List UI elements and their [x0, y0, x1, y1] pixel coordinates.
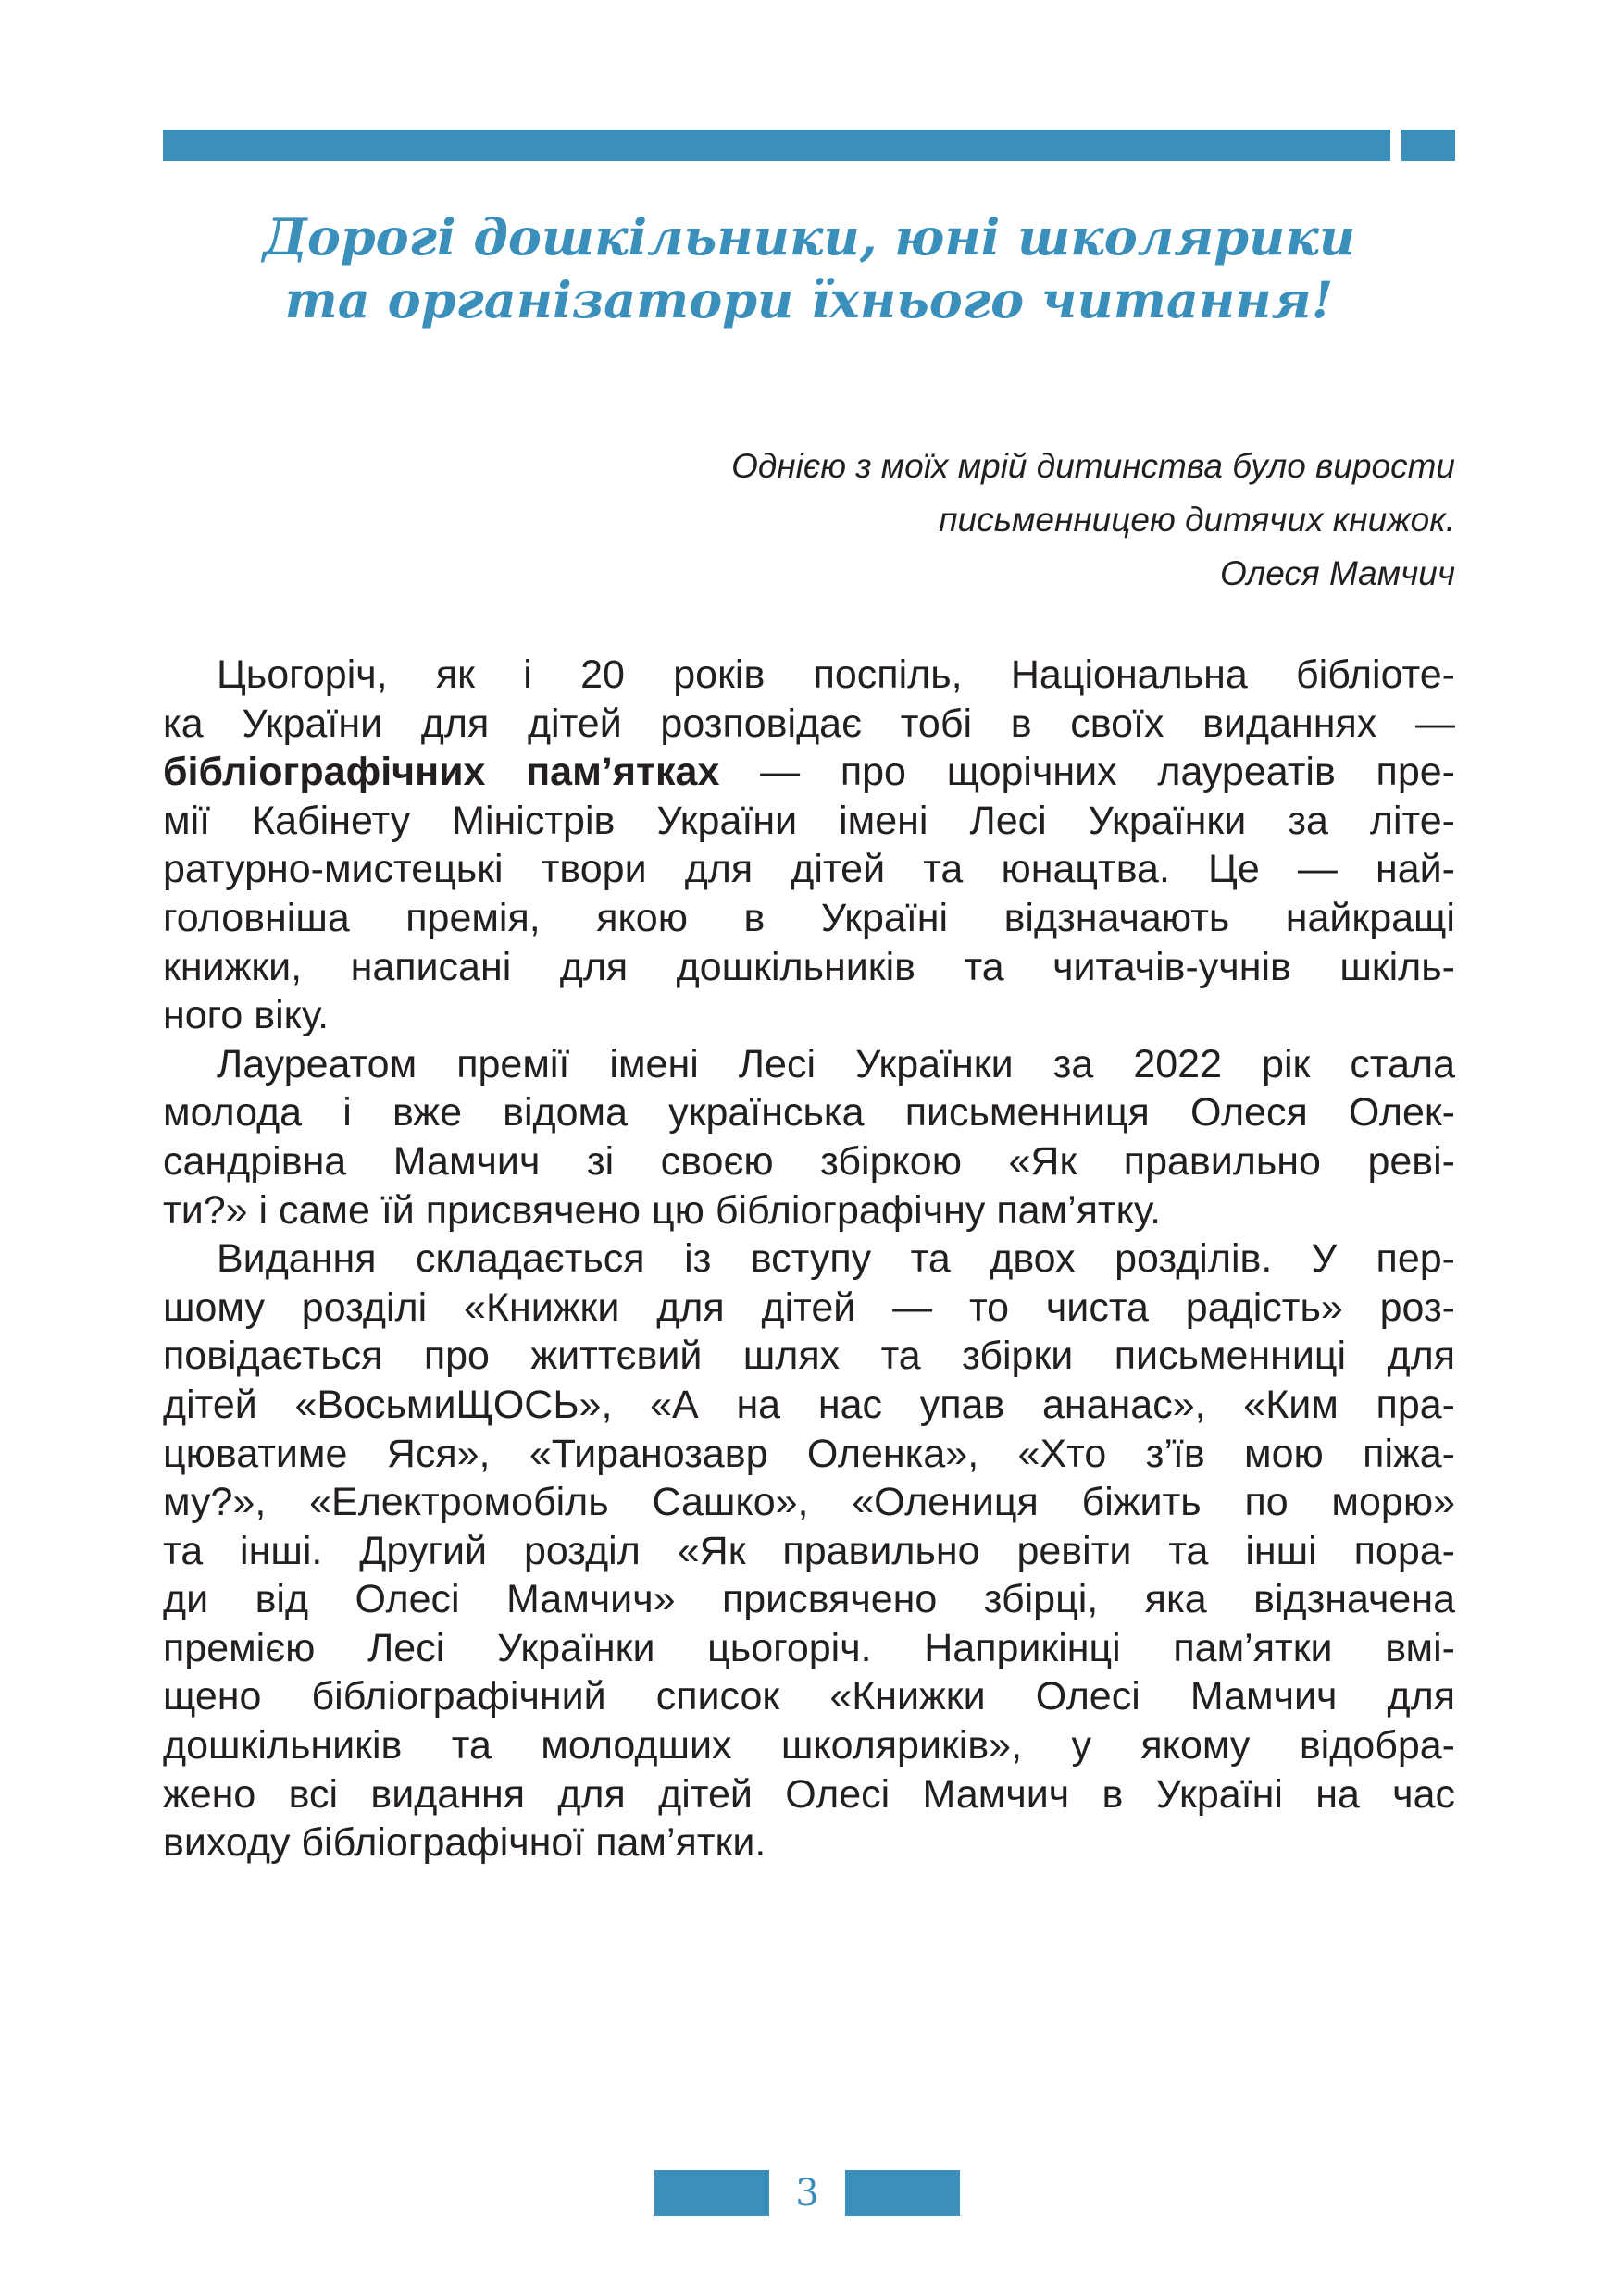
text-line: книжки, написані для дошкільників та читачів-учнів шкіль- [163, 944, 1455, 989]
text-line: Цьогоріч, як і 20 років поспіль, Національна бібліоте- [217, 652, 1455, 697]
heading-line-2: та організатори їхнього читання! [284, 270, 1334, 329]
text-line: цюватиме Яся», «Тиранозавр Оленка», «Хто з’їв мою піжа- [163, 1431, 1455, 1476]
text-line: му?», «Електромобіль Сашко», «Олениця біжить по морю» [163, 1480, 1455, 1525]
text-line: молода і вже відома українська письменниця Олеся Олек- [163, 1090, 1455, 1136]
paragraph-3 [163, 1235, 1455, 1868]
text-line: Видання складається із вступу та двох розділів. У пер- [217, 1236, 1455, 1282]
text-line: сандрівна Мамчич зі своєю збіркою «Як правильно реві- [163, 1138, 1455, 1184]
page-heading [163, 205, 1455, 331]
text-line-with-bold [163, 748, 1455, 797]
bold-phrase: бібліографічних пам’ятках [163, 750, 720, 795]
text-line: та інші. Другий розділ «Як правильно ревіти та інші пора- [163, 1528, 1455, 1573]
footer-bar-right [845, 2170, 960, 2216]
text-line: жено всі видання для дітей Олесі Мамчич в Україні на час [163, 1771, 1455, 1817]
epigraph-line-1: Однією з моїх мрій дитинства було вирости [731, 447, 1455, 485]
text-line: шому розділі «Книжки для дітей — то чиста радість» роз- [163, 1285, 1455, 1330]
top-decorative-bar-end [1401, 130, 1455, 161]
paragraph-1 [163, 651, 1455, 1040]
text-line: виходу бібліографічної пам’ятки. [163, 1820, 766, 1866]
heading-line-1: Дорогі дошкільники, юні школярики [262, 207, 1356, 267]
top-decorative-bar [163, 130, 1390, 161]
text-line: ка України для дітей розповідає тобі в своїх виданнях — [163, 701, 1455, 746]
text-line: щено бібліографічний список «Книжки Олесі Мамчич для [163, 1674, 1455, 1719]
page-number: 3 [795, 2172, 819, 2215]
body-text [163, 651, 1455, 1868]
epigraph-line-2: письменницею дитячих книжок. [939, 501, 1455, 539]
text-line: Лауреатом премії імені Лесі Українки за 2022 рік стала [217, 1041, 1455, 1086]
page-number-footer [654, 2170, 960, 2216]
text-line: дошкільників та молодших школяриків», у якому відобра- [163, 1723, 1455, 1769]
bold-line-rest: — про щорічних лауреатів пре- [719, 750, 1455, 795]
epigraph-author: Олеся Мамчич [1220, 554, 1455, 592]
paragraph-2 [163, 1040, 1455, 1235]
text-line: ти?» і саме їй присвячено цю бібліографічну пам’ятку. [163, 1187, 1162, 1233]
text-line: ратурно-мистецькі твори для дітей та юнацтва. Це — най- [163, 847, 1455, 892]
text-line: мії Кабінету Міністрів України імені Лесі Українки за літе- [163, 798, 1455, 843]
text-line: головніша премія, якою в Україні відзначають найкращі [163, 895, 1455, 940]
text-line: премією Лесі Українки цьогоріч. Наприкінці пам’ятки вмі- [163, 1625, 1455, 1670]
text-line: ного віку. [163, 993, 330, 1038]
footer-bar-left [654, 2170, 769, 2216]
text-line: ди від Олесі Мамчич» присвячено збірці, яка відзначена [163, 1577, 1455, 1622]
text-line: повідається про життєвий шлях та збірки письменниці для [163, 1334, 1455, 1379]
epigraph [731, 440, 1455, 601]
text-line: дітей «ВосьмиЩОСЬ», «А на нас упав ананас», «Ким пра- [163, 1382, 1455, 1427]
